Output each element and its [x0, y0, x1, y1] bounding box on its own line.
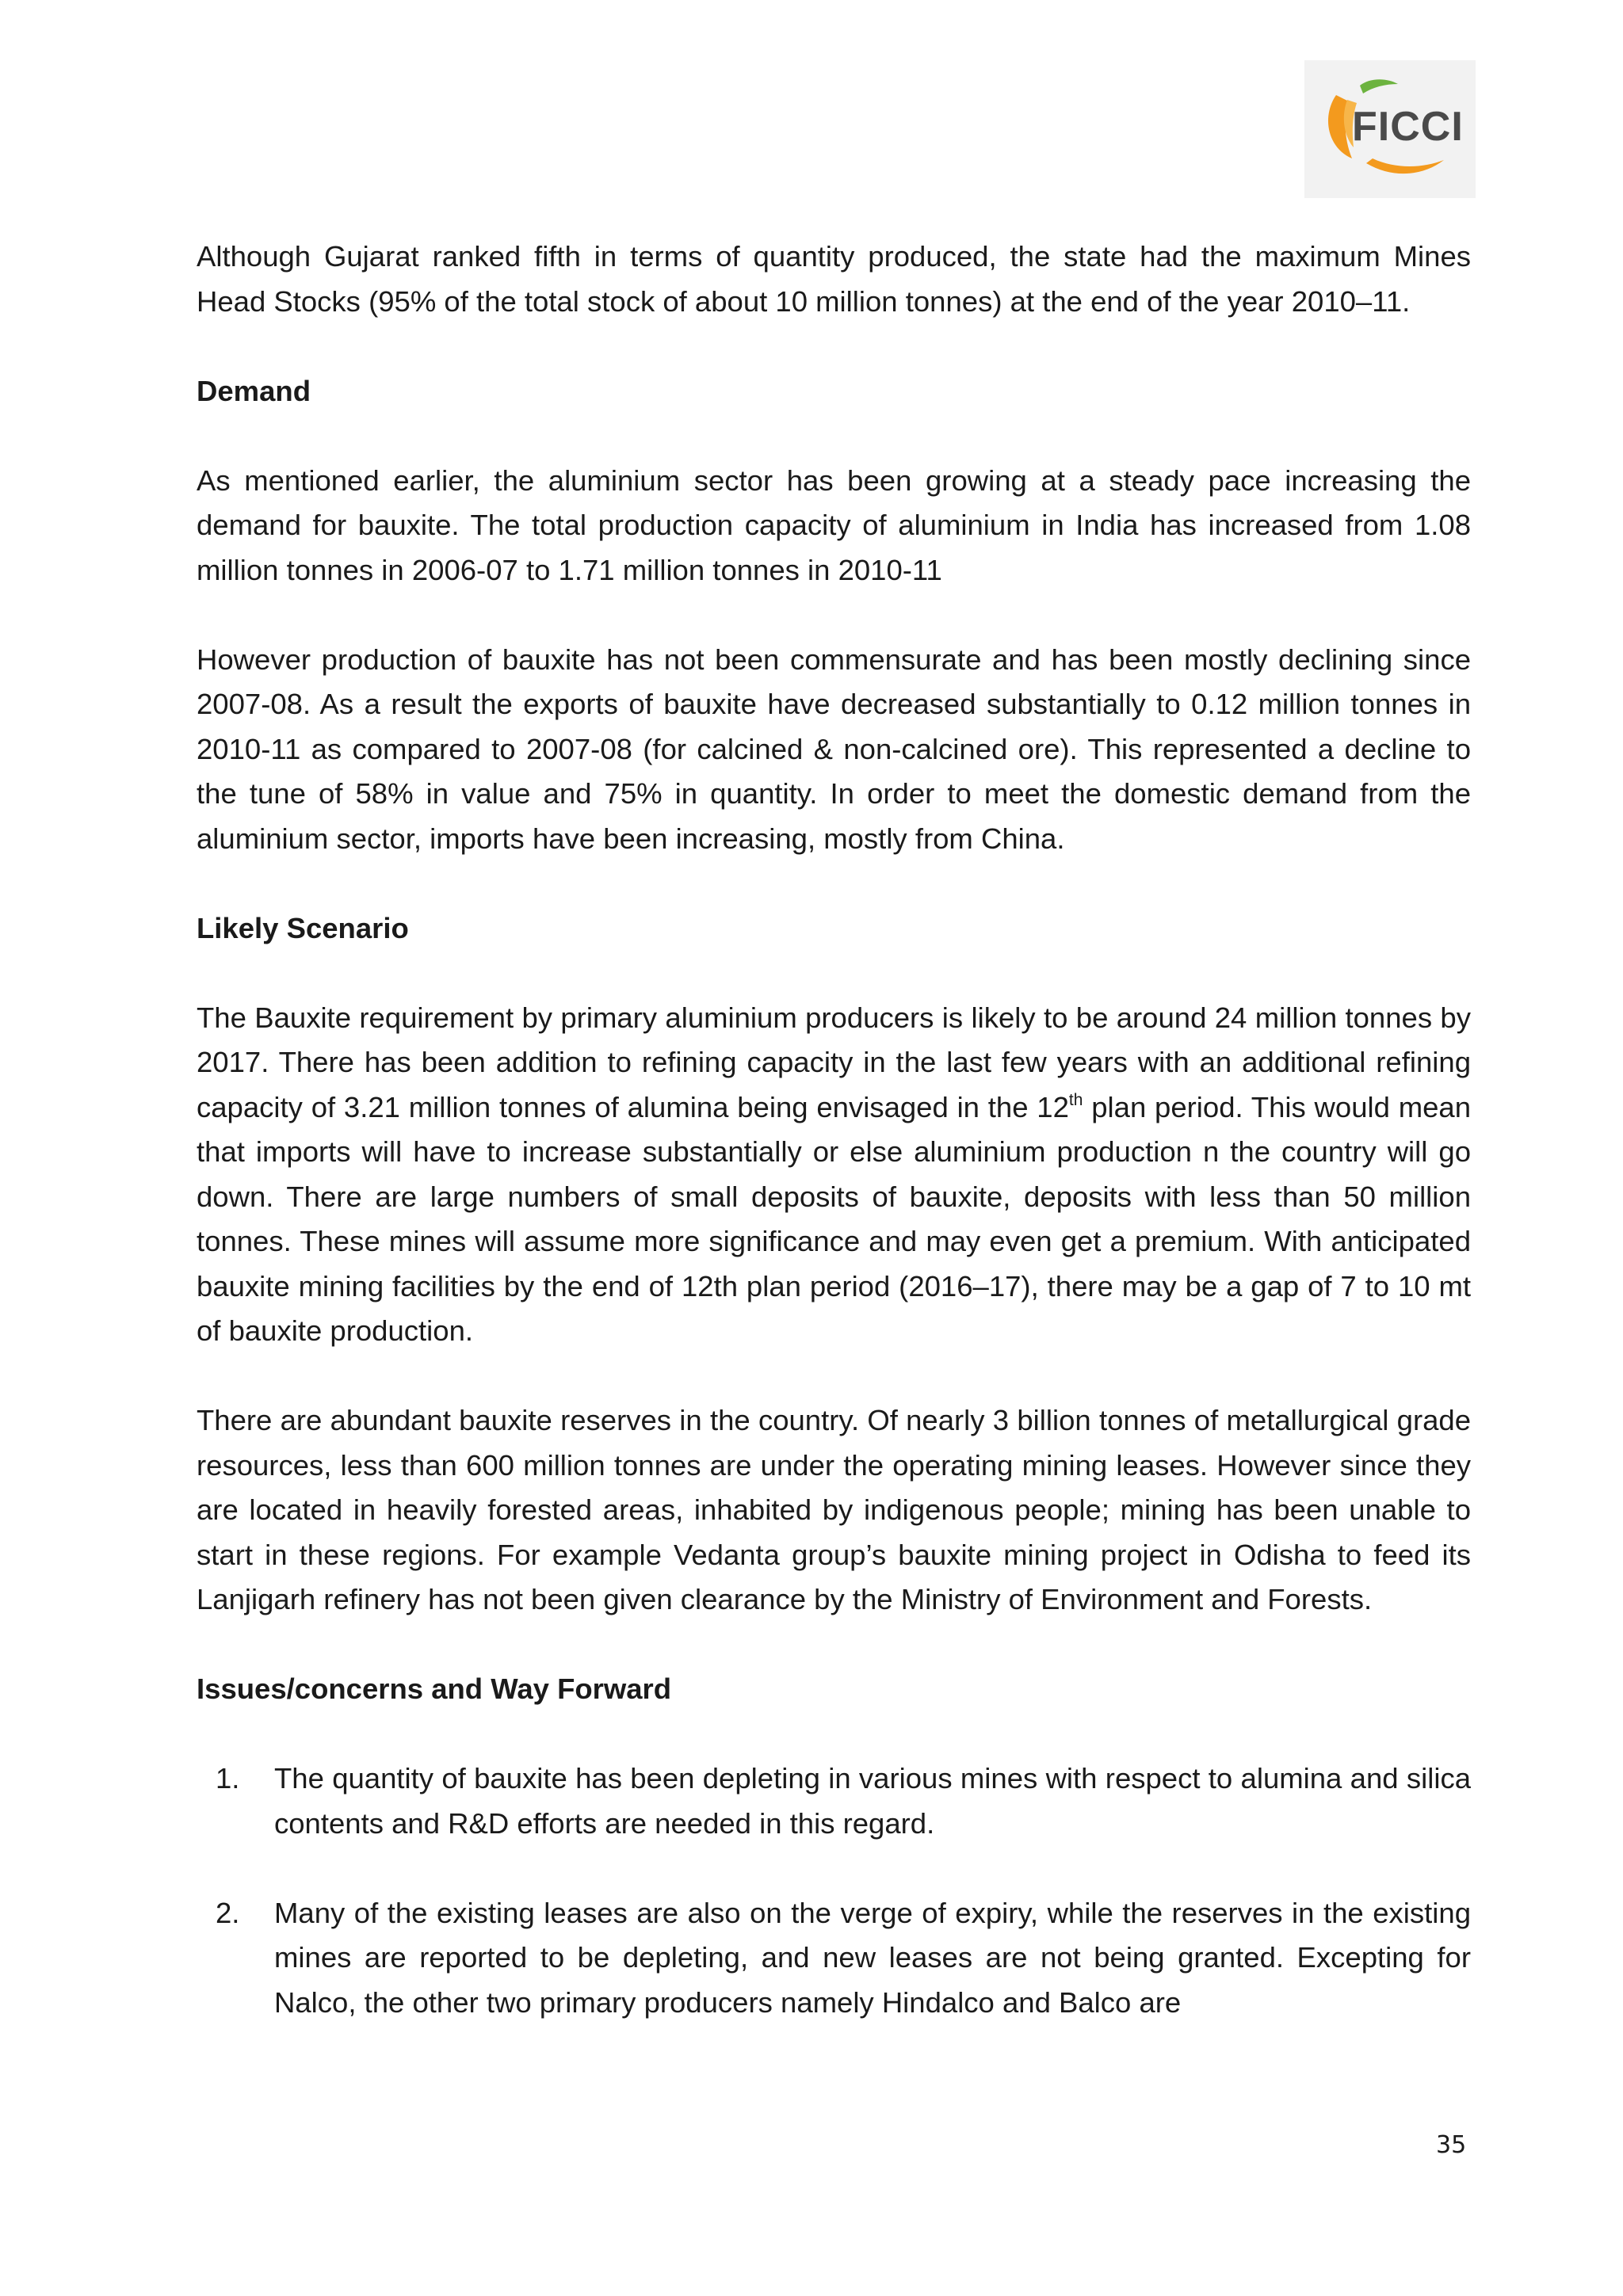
page-content: [197, 235, 1471, 2025]
heading-demand: Demand: [197, 374, 311, 407]
list-item-text: Many of the existing leases are also on the verge of expiry, while the reserves in the existing mines are reported to be depleting, and new leases are not being granted. Excepting for Nalco, the other two primary producers namely Hindalco and Balco are: [274, 1896, 1471, 2019]
list-item: [197, 1891, 1471, 2026]
paragraph-bauxite-requirement-part2: plan period. This would mean that imports will have to increase substantially or else aluminium production n the country will go down. There are large numbers of small deposits of bauxite, deposits with less than 50 million tonnes. These mines will assume more significance and may even get a premium. With anticipated bauxite mining facilities by the end of 12th plan period (2016–17), there may be a gap of 7 to 10 mt of bauxite production.: [197, 1090, 1472, 1347]
page-number: 35: [1436, 2131, 1467, 2159]
list-item-text: The quantity of bauxite has been depleting in various mines with respect to alumina and silica contents and R&D efforts are needed in this regard.: [274, 1762, 1471, 1840]
superscript-th: th: [1068, 1090, 1083, 1109]
issues-list: [197, 1756, 1471, 2025]
list-item-number: 1.: [216, 1762, 240, 1794]
ficci-logo: [1304, 60, 1476, 198]
paragraph-aluminium-capacity: As mentioned earlier, the aluminium sector has been growing at a steady pace increasing the demand for bauxite. The total production capacity of aluminium in India has increased from 1.08 million tonnes in 2006-07 to 1.71 million tonnes in 2010-11: [197, 463, 1471, 586]
paragraph-bauxite-exports: However production of bauxite has not been commensurate and has been mostly declining since 2007-08. As a result the exports of bauxite have decreased substantially to 0.12 million tonnes in 2010-11 as compared to 2007-08 (for calcined & non-calcined ore). This represented a decline to the tune of 58% in value and 75% in quantity. In order to meet the domestic demand from the aluminium sector, imports have been increasing, mostly from China.: [197, 643, 1471, 855]
paragraph-bauxite-requirement: [197, 996, 1471, 1354]
paragraph-bauxite-reserves: There are abundant bauxite reserves in the country. Of nearly 3 billion tonnes of metallurgical grade resources, less than 600 million tonnes are under the operating mining leases. However since they are located in heavily forested areas, inhabited by indigenous people; mining has been unable to start in these regions. For example Vedanta group’s bauxite mining project in Odisha to feed its Lanjigarh refinery has not been given clearance by the Ministry of Environment and Forests.: [197, 1404, 1471, 1615]
list-item-number: 2.: [216, 1896, 240, 1929]
ficci-logo-text: FICCI: [1352, 104, 1464, 150]
paragraph-bauxite-requirement-part1: The Bauxite requirement by primary aluminium producers is likely to be around 24 million tonnes by 2017. There has been addition to refining capacity in the last few years with an additional refining capacity of 3.21 million tonnes of alumina being envisaged in the 12: [197, 1001, 1471, 1123]
list-item: [197, 1756, 1471, 1846]
heading-likely-scenario: Likely Scenario: [197, 911, 409, 944]
heading-issues-way-forward: Issues/concerns and Way Forward: [197, 1672, 672, 1705]
paragraph-gujarat-stocks: Although Gujarat ranked fifth in terms of quantity produced, the state had the maximum Mines Head Stocks (95% of the total stock of about 10 million tonnes) at the end of the year 2010–11.: [197, 240, 1471, 318]
